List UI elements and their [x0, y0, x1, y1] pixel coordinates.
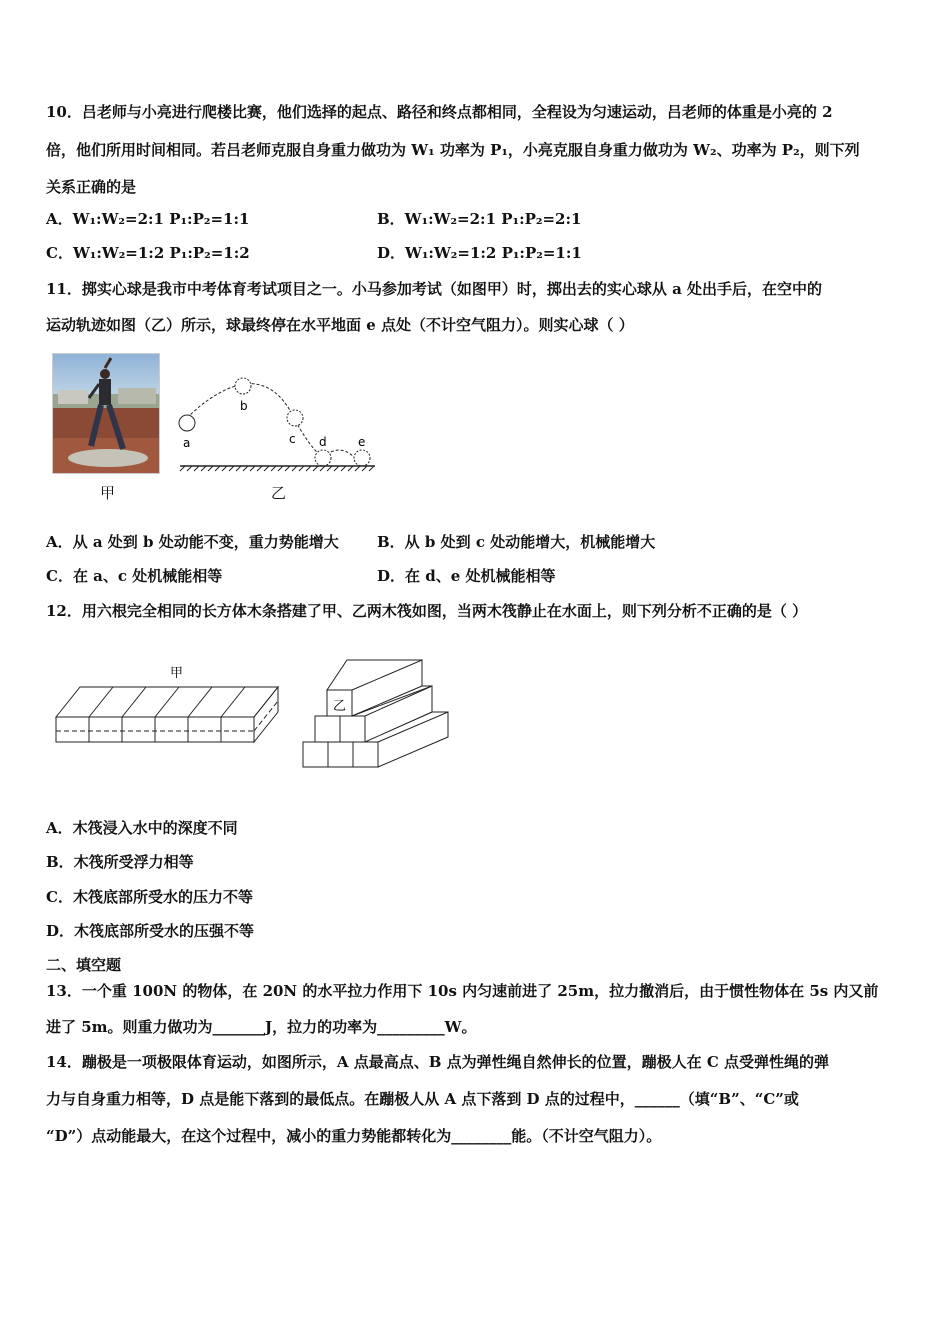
q12-option-d: D．木筏底部所受水的压强不等	[46, 922, 255, 940]
point-e-label: e	[358, 435, 366, 449]
q12-option-a: A．木筏浸入水中的深度不同	[46, 819, 238, 837]
q12-line-1: 12．用六根完全相同的长方体木条搭建了甲、乙两木筏如图，当两木筏静止在水面上，则下列分析不正确的是（ ）	[46, 602, 808, 620]
q11-option-d: D．在 d、e 处机械能相等	[377, 567, 556, 585]
q10-option-d: D．W₁:W₂=1:2 P₁:P₂=1:1	[377, 244, 582, 262]
q13-line-2: 进了 5m。则重力做功为_______J，拉力的功率为_________W。	[46, 1018, 477, 1036]
q14-line-1: 14．蹦极是一项极限体育运动，如图所示，A 点最高点、B 点为弹性绳自然伸长的位置，蹦极人在 C 点受弹性绳的弹	[46, 1053, 830, 1071]
point-c-label: c	[289, 432, 296, 446]
fig-yi-label: 乙	[271, 484, 287, 502]
q10-line-1: 10．吕老师与小亮进行爬楼比赛，他们选择的起点、路径和终点都相同，全程设为匀速运动，吕老师的体重是小亮的 2	[46, 103, 833, 121]
q12-option-b: B．木筏所受浮力相等	[46, 853, 194, 871]
shot-put-photo	[52, 353, 160, 474]
q10-option-c: C．W₁:W₂=1:2 P₁:P₂=1:2	[46, 244, 250, 262]
q13-line-1: 13．一个重 100N 的物体，在 20N 的水平拉力作用下 10s 内匀速前进了 25m，拉力撤消后，由于惯性物体在 5s 内又前	[46, 982, 879, 1000]
q12-option-c: C．木筏底部所受水的压力不等	[46, 888, 253, 906]
q11-option-b: B．从 b 处到 c 处动能增大，机械能增大	[377, 533, 656, 551]
q14-line-2: 力与自身重力相等，D 点是能下落到的最低点。在蹦极人从 A 点下落到 D 点的过程中，______（填“B”、“C”或	[46, 1090, 799, 1108]
q14-line-3: “D”）点动能最大，在这个过程中，减小的重力势能都转化为________能。（不计空气阻力）。	[46, 1127, 662, 1145]
raft-yi-figure	[300, 655, 455, 774]
fig-jia-label: 甲	[100, 484, 116, 502]
q10-option-a: A．W₁:W₂=2:1 P₁:P₂=1:1	[46, 210, 250, 228]
q11-line-2: 运动轨迹如图（乙）所示，球最终停在水平地面 e 点处（不计空气阻力）。则实心球（ ）	[46, 316, 634, 334]
raft-jia-label: 甲	[170, 666, 184, 681]
q10-line-2: 倍，他们所用时间相同。若吕老师克服自身重力做功为 W₁ 功率为 P₁，小亮克服自身重力做功为 W₂、功率为 P₂，则下列	[46, 141, 860, 159]
q11-option-a: A．从 a 处到 b 处动能不变，重力势能增大	[46, 533, 339, 551]
point-d-label: d	[319, 435, 327, 449]
section-title: 二、填空题	[46, 956, 122, 974]
point-a-label: a	[183, 436, 191, 450]
trajectory-figure	[175, 370, 380, 479]
q11-line-1: 11．掷实心球是我市中考体育考试项目之一。小马参加考试（如图甲）时，掷出去的实心球从 a 处出手后，在空中的	[46, 280, 823, 298]
q10-line-3: 关系正确的是	[46, 178, 137, 196]
raft-jia-figure	[50, 655, 285, 754]
q10-option-b: B．W₁:W₂=2:1 P₁:P₂=2:1	[377, 210, 582, 228]
point-b-label: b	[240, 399, 248, 413]
raft-yi-label: 乙	[333, 699, 347, 714]
q11-option-c: C．在 a、c 处机械能相等	[46, 567, 223, 585]
